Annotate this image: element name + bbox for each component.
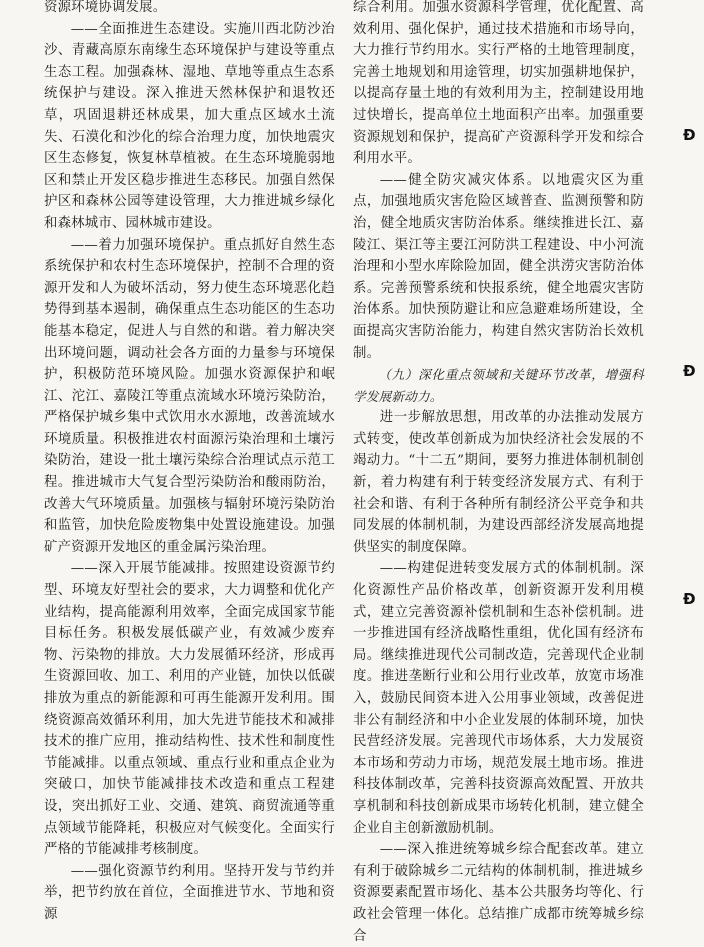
right-column	[353, 0, 644, 947]
paragraph-resource-conservation: ——强化资源节约利用。坚持开发与节约并举，把节约放在首位，全面推进节水、节地和资源	[44, 863, 335, 922]
margin-mark: Ð	[683, 362, 696, 380]
paragraph-continuation-right: 综合利用。加强水资源科学管理，优化配置、高效利用、强化保护，通过技术措施和市场导向，大力推行节约用水。实行严格的土地管理制度，完善土地规划和用途管理，切实加强耕地保护，以提高存量土地的有效利用为主，控制建设用地过快增长，提高单位土地面积产出率。加强重要资源规划和保护，提高矿产资源科学开发和综合利用水平。	[353, 0, 644, 167]
margin-mark: Ð	[683, 590, 696, 608]
paragraph-continuation: 资源环境协调发展。	[44, 0, 167, 15]
margin-mark: Ð	[683, 126, 696, 144]
left-column	[44, 0, 335, 926]
paragraph-urban-rural-reform: ——深入推进统筹城乡综合配套改革。建立有利于破除城乡二元结构的体制机制，推进城乡资源要素配置市场化、基本公共服务均等化、行政社会管理一体化。总结推广成都市统筹城乡综合	[353, 842, 644, 944]
paragraph-energy-saving: ——深入开展节能减排。按照建设资源节约型、环境友好型社会的要求，大力调整和优化产业结构，提高能源利用效率，全面完成国家节能目标任务。积极发展低碳产业，有效减少废弃物、污染物的排放。大力发展循环经济，形成再生资源回收、加工、利用的产业链，加快以低碳排放为重点的新能源和可再生能源开发利用。围绕资源高效循环利用，加大先进节能技术和减排技术的推广应用，推动结构性、技术性和制度性节能减排。以重点领域、重点行业和重点企业为突破口，加快节能减排技术改造和重点工程建设，突出抓好工业、交通、建筑、商贸流通等重点领域节能降耗，积极应对气候变化。全面实行严格的节能减排考核制度。	[44, 561, 335, 858]
paragraph-ecological-construction: ——全面推进生态建设。实施川西北防沙治沙、青藏高原东南缘生态环境保护与建设等重点生态工程。加强森林、湿地、草地等重点生态系统保护与建设。深入推进天然林保护和退牧还草，巩固退耕还林成果，加大重点区域水土流失、石漠化和沙化的综合治理力度，加快地震灾区生态修复，恢复林草植被。在生态环境脆弱地区和禁止开发区稳步推进生态移民。加强自然保护区和森林公园等建设管理，大力推进城乡绿化和森林城市、园林城市建设。	[44, 21, 335, 231]
paragraph-environmental-protection: ——着力加强环境保护。重点抓好自然生态系统保护和农村生态环境保护，控制不合理的资源开发和人为破坏活动，努力使生态环境恶化趋势得到基本遏制，确保重点生态功能区的生态功能基本稳定，促进人与自然的和谐。着力解决突出环境问题，调动社会各方面的力量参与环境保护，积极防范环境风险。加强水资源保护和岷江、沱江、嘉陵江等重点流域水环境污染防治，严格保护城乡集中式饮用水水源地，改善流域水环境质量。积极推进农村面源污染治理和土壤污染防治，建设一批土壤污染综合治理试点示范工程。推进城市大气复合型污染防治和酸雨防治，改善大气环境质量。加强核与辐射环境污染防治和监管，加快危险废物集中处置设施建设。加强矿产资源开发地区的重金属污染治理。	[44, 237, 335, 555]
paragraph-reform-intro: 进一步解放思想，用改革的办法推动发展方式转变，使改革创新成为加快经济社会发展的不竭动力。“十二五”期间，要努力推进体制机制创新，着力构建有利于转变经济发展方式、有利于社会和谐、有利于各种所有制经济公平竞争和共同发展的体制机制，为建设西部经济发展高地提供坚实的制度保障。	[353, 410, 644, 555]
paragraph-development-mechanism: ——构建促进转变发展方式的体制机制。深化资源性产品价格改革，创新资源开发利用模式，建立完善资源补偿机制和生态补偿机制。进一步推进国有经济战略性重组，优化国有经济布局。继续推进现代公司制改造，完善现代企业制度。推进垄断行业和公用行业改革，放宽市场准入，鼓励民间资本进入公用事业领域，改善促进非公有制经济和中小企业发展的体制环境，加快民营经济发展。完善现代市场体系，大力发展资本市场和劳动力市场，规范发展土地市场。推进科技体制改革，完善科技资源高效配置、开放共享机制和科技创新成果市场转化机制，建立健全企业自主创新激励机制。	[353, 561, 644, 836]
section-heading-reform: （九）深化重点领域和关键环节改革，增强科学发展新动力。	[353, 367, 644, 404]
paragraph-disaster-prevention: ——健全防灾减灾体系。以地震灾区为重点，加强地质灾害危险区域普查、监测预警和防治，健全地质灾害防治体系。继续推进长江、嘉陵江、渠江等主要江河防洪工程建设、中小河流治理和小型水库除险加固，健全洪涝灾害防治体系。完善预警系统和快报系统，健全地震灾害防治体系。加快预防避让和应急避难场所建设，全面提高灾害防治能力，构建自然灾害防治长效机制。	[353, 172, 644, 361]
